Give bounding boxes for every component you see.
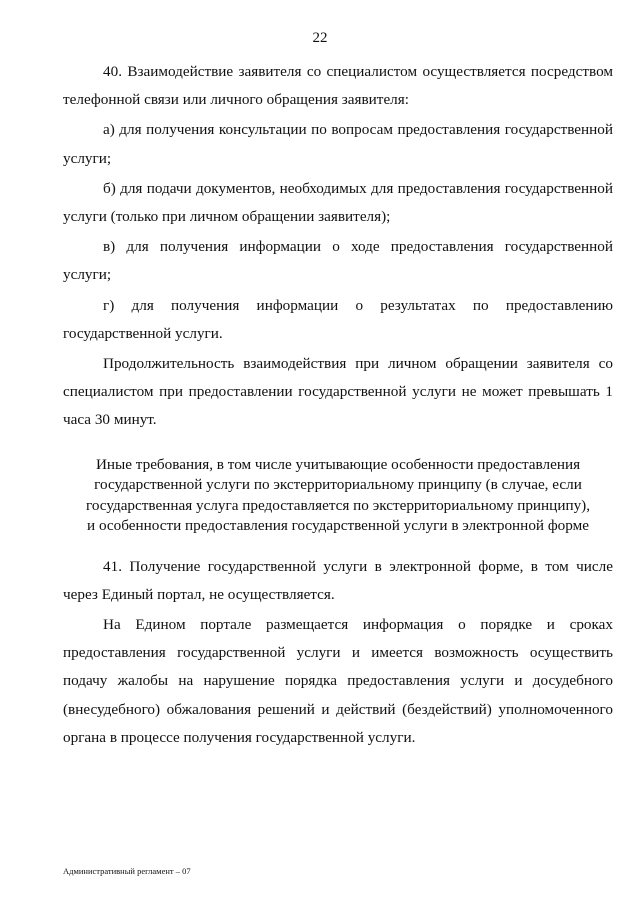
section-heading-line: государственной услуги по экстерриториальному принципу (в случае, если [94, 476, 582, 494]
document-body [63, 58, 613, 752]
paragraph-40-intro: 40. Взаимодействие заявителя со специалистом осуществляется посредством телефонной связи или личного обращения заявителя: [63, 63, 613, 109]
paragraph-duration: Продолжительность взаимодействия при личном обращении заявителя со специалистом при предоставлении государственной услуги не может превышать 1 часа 30 минут. [63, 355, 613, 429]
paragraph-item-g: г) для получения информации о результатах по предоставлению государственной услуги. [63, 296, 613, 342]
page-number: 22 [312, 30, 328, 46]
section-heading-line: государственная услуга предоставляется по экстерриториальному принципу), [85, 496, 591, 514]
section-heading-line: и особенности предоставления государственной услуги в электронной форме [87, 517, 589, 535]
footer-text: Административный регламент – 07 [63, 866, 191, 876]
paragraph-item-b: б) для подачи документов, необходимых для предоставления государственной услуги (только при личном обращении заявителя); [63, 179, 613, 226]
paragraph-item-a: а) для получения консультации по вопросам предоставления государственной услуги; [63, 121, 613, 167]
section-heading [63, 455, 613, 537]
paragraph-41: 41. Получение государственной услуги в электронной форме, в том числе через Единый портал, не осуществляется. [63, 557, 613, 603]
paragraph-portal: На Едином портале размещается информация о порядке и сроках предоставления государственной услуги и имеется возможность осуществить подачу жалобы на нарушение порядка предоставления услуги и досудебного (внесудебного) обжалования решений и действий (бездействий) уполномоченного органа в процессе получения государственной услуги. [63, 616, 613, 746]
paragraph-item-v: в) для получения информации о ходе предоставления государственной услуги; [63, 238, 613, 284]
section-heading-line: Иные требования, в том числе учитывающие особенности предоставления [95, 455, 581, 473]
